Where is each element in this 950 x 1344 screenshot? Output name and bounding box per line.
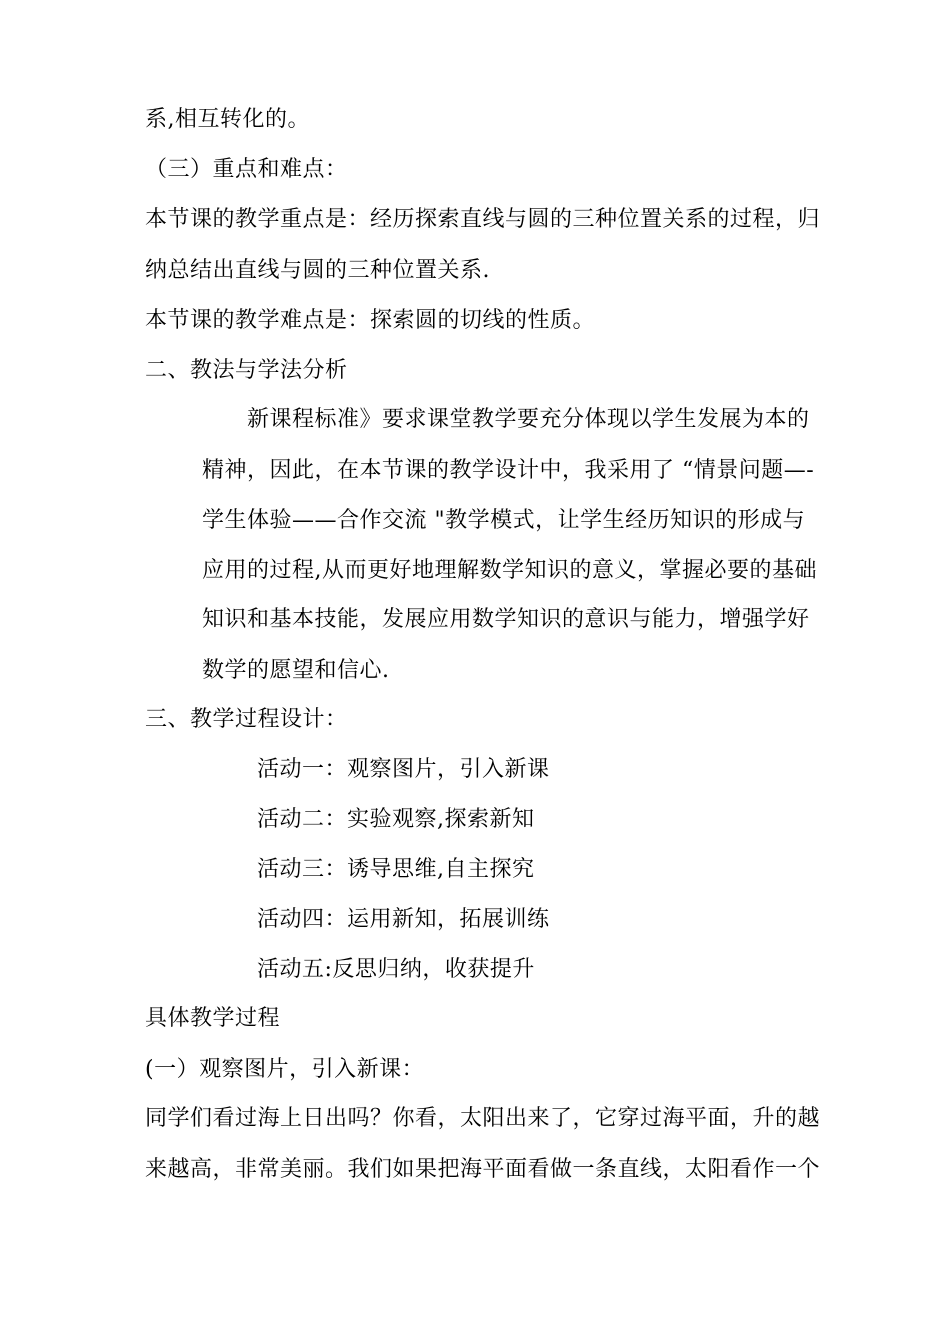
activity-item: 活动四：运用新知，拓展训练 bbox=[257, 907, 550, 932]
text-line: 精神，因此，在本节课的教学设计中，我采用了 “情景问题—- bbox=[202, 458, 815, 483]
section-heading-process-design: 三、教学过程设计： bbox=[145, 707, 348, 732]
text-line: 来越高，非常美丽。我们如果把海平面看做一条直线，太阳看作一个 bbox=[145, 1157, 821, 1182]
text-line: 纳总结出直线与圆的三种位置关系. bbox=[145, 258, 490, 283]
text-line: 系,相互转化的。 bbox=[145, 107, 310, 132]
activity-item: 活动五:反思归纳，收获提升 bbox=[257, 957, 535, 982]
text-line: 本节课的教学难点是：探索圆的切线的性质。 bbox=[145, 308, 596, 333]
section-heading-specific-process: 具体教学过程 bbox=[145, 1006, 281, 1031]
text-line: 同学们看过海上日出吗？你看，太阳出来了，它穿过海平面，升的越 bbox=[145, 1106, 821, 1131]
text-line: 学生体验——合作交流 "教学模式，让学生经历知识的形成与 bbox=[202, 508, 806, 533]
section-heading-key-points: （三）重点和难点： bbox=[145, 157, 348, 182]
section-heading-teaching-methods: 二、教法与学法分析 bbox=[145, 358, 348, 383]
activity-item: 活动二：实验观察,探索新知 bbox=[257, 807, 535, 832]
activity-item: 活动三：诱导思维,自主探究 bbox=[257, 857, 535, 882]
text-line: 本节课的教学重点是：经历探索直线与圆的三种位置关系的过程，归 bbox=[145, 207, 821, 232]
activity-item: 活动一：观察图片，引入新课 bbox=[257, 757, 550, 782]
text-line: 知识和基本技能，发展应用数学知识的意识与能力，增强学好 bbox=[202, 607, 810, 632]
text-line: 应用的过程,从而更好地理解数学知识的意义，掌握必要的基础 bbox=[202, 558, 817, 583]
subsection-heading: (一）观察图片，引入新课： bbox=[145, 1057, 425, 1082]
text-line: 新课程标准》要求课堂教学要充分体现以学生发展为本的 bbox=[247, 407, 810, 432]
text-line: 数学的愿望和信心. bbox=[202, 658, 390, 683]
